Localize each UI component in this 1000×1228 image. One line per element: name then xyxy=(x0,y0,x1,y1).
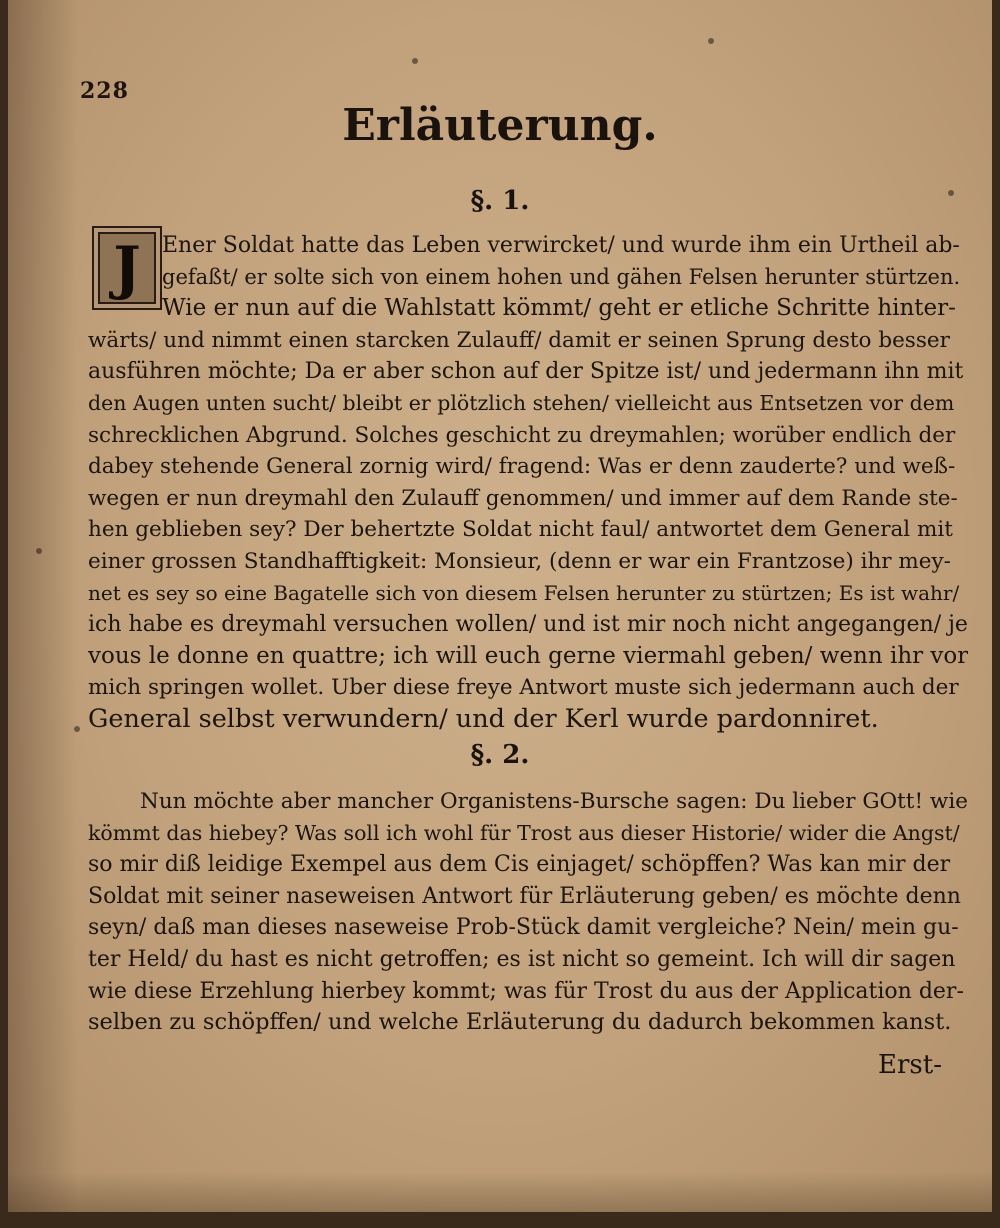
text-line: mich springen wollet. Uber diese freye Antwort muste sich jedermann auch der xyxy=(88,675,959,701)
text-line: schrecklichen Abgrund. Solches geschicht zu dreymahlen; worüber endlich der xyxy=(88,422,956,448)
page-bottom-edge xyxy=(8,1172,992,1212)
text-line: ter Held/ du hast es nicht getroffen; es ist nicht so gemeint. Ich will dir sagen xyxy=(88,946,956,972)
drop-cap-initial: J xyxy=(92,226,162,310)
text-line: Nun möchte aber mancher Organistens-Bursche sagen: Du lieber GOtt! wie xyxy=(140,789,968,814)
page-heading: Erläuterung. xyxy=(342,100,658,151)
text-line: ich habe es dreymahl versuchen wollen/ und ist mir noch nicht angegangen/ je xyxy=(88,612,968,638)
text-line: seyn/ daß man dieses naseweise Prob-Stück damit vergleiche? Nein/ mein gu- xyxy=(88,915,959,941)
text-line: General selbst verwundern/ und der Kerl wurde pardonniret. xyxy=(88,703,879,734)
text-line: wärts/ und nimmt einen starcken Zulauff/ damit er seinen Sprung desto besser xyxy=(88,327,950,353)
text-line: wie diese Erzehlung hierbey kommt; was für Trost du aus der Application der- xyxy=(88,978,964,1004)
text-line: Wie er nun auf die Wahlstatt kömmt/ geht er etliche Schritte hinter- xyxy=(162,295,956,322)
page-number: 228 xyxy=(80,78,129,104)
section-2-text xyxy=(88,786,968,1039)
ink-spot xyxy=(36,548,42,554)
text-line: den Augen unten sucht/ bleibt er plötzlich stehen/ vielleicht aus Entsetzen vor dem xyxy=(88,390,955,415)
text-line: ausführen möchte; Da er aber schon auf der Spitze ist/ und jedermann ihn mit xyxy=(88,359,964,385)
text-line: so mir diß leidige Exempel aus dem Cis einjaget/ schöpffen? Was kan mir der xyxy=(88,852,951,878)
catchword: Erst- xyxy=(878,1050,942,1080)
ink-spot xyxy=(412,58,418,64)
page-fold-shadow xyxy=(8,0,78,1212)
ink-spot xyxy=(708,38,714,44)
text-line: hen geblieben sey? Der behertzte Soldat nicht faul/ antwortet dem General mit xyxy=(88,517,953,543)
text-line: wegen er nun dreymahl den Zulauff genommen/ und immer auf dem Rande ste- xyxy=(88,485,958,511)
ink-spot xyxy=(74,726,80,732)
text-line: vous le donne en quattre; ich will euch gerne viermahl geben/ wenn ihr vor xyxy=(88,642,968,669)
text-line: net es sey so eine Bagatelle sich von diesem Felsen herunter zu stürtzen; Es ist wahr/ xyxy=(88,580,960,605)
section-1-text xyxy=(88,230,968,736)
book-page xyxy=(8,0,992,1212)
section-mark-2: §. 2. xyxy=(470,740,530,770)
text-line: Ener Soldat hatte das Leben verwircket/ und wurde ihm ein Urtheil ab- xyxy=(162,233,960,258)
section-mark-1: §. 1. xyxy=(470,186,530,216)
text-line: selben zu schöpffen/ und welche Erläuterung du dadurch bekommen kanst. xyxy=(88,1009,952,1036)
text-line: gefaßt/ er solte sich von einem hohen und gähen Felsen herunter stürtzen. xyxy=(162,264,961,289)
text-line: einer grossen Standhafftigkeit: Monsieur, (denn er war ein Frantzose) ihr mey- xyxy=(88,548,951,574)
text-line: kömmt das hiebey? Was soll ich wohl für Trost aus dieser Historie/ wider die Angst/ xyxy=(88,820,960,845)
text-line: dabey stehende General zornig wird/ fragend: Was er denn zauderte? und weß- xyxy=(88,454,956,480)
text-line: Soldat mit seiner naseweisen Antwort für Erläuterung geben/ es möchte denn xyxy=(88,883,961,909)
